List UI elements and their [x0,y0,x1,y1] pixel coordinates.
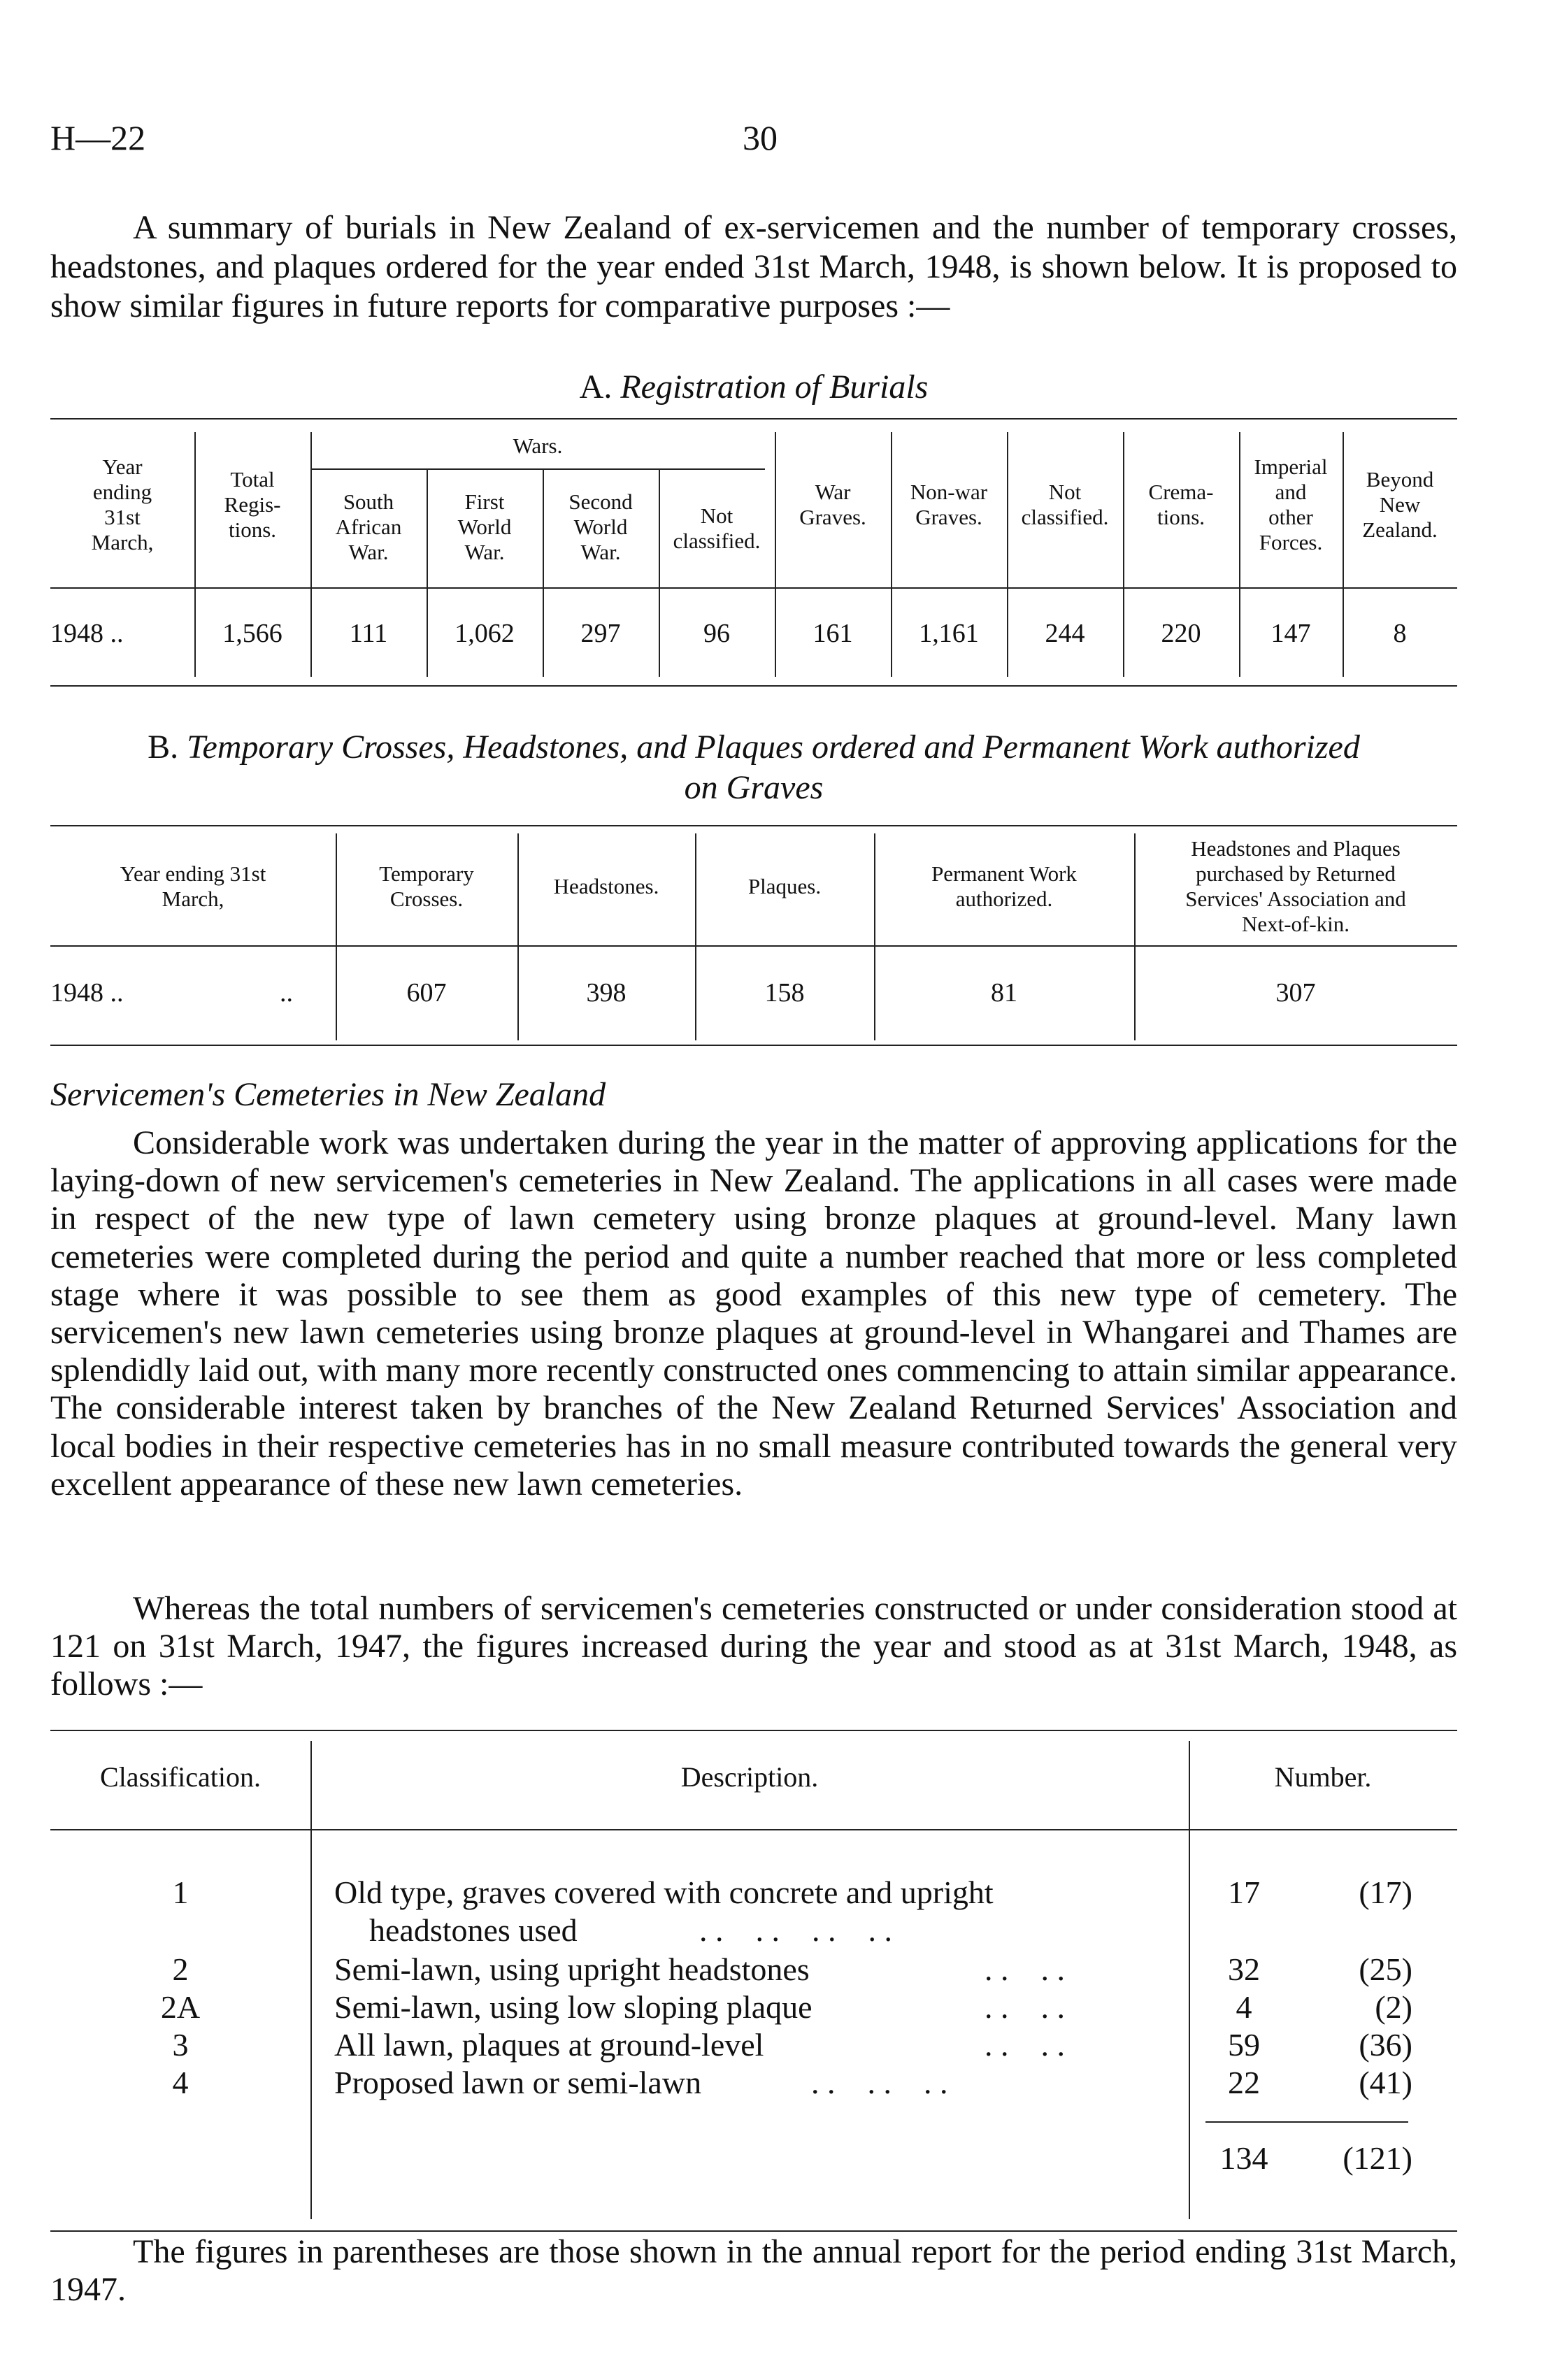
row-previous: (41) [1359,2065,1412,2100]
col-non-war-graves: Non-war Graves. [910,480,988,529]
row-classification: 1 [172,1874,189,1910]
row-description: All lawn, plaques at ground-level [334,2027,764,2063]
row-leader-dots: . . . . [985,2027,1065,2063]
intro-paragraph [50,208,1457,326]
table-b-title-2: on Graves [684,769,824,806]
row-number: 17 [1228,1874,1260,1910]
footnote-text: The figures in parentheses are those shown in the annual report for the period ending 31st March, 1947. [50,2233,1457,2308]
row-description-cont: headstones used [369,1912,578,1948]
value-imperial: 147 [1271,619,1311,648]
table-b-title: Temporary Crosses, Headstones, and Plaques ordered and Permanent Work authorized [187,729,1360,766]
row-number: 22 [1228,2065,1260,2100]
value-beyond-nz: 8 [1393,619,1407,648]
b-row-year: 1948 .. [50,978,124,1008]
paragraph-2 [50,1590,1457,1704]
col-second-world-war: Second World War. [568,489,633,564]
paragraph-1-text: Considerable work was undertaken during the year in the matter of approving applications for the laying-down of new servicemen's cemeteries in New Zealand. The applications in all cases were made in respect of the new type of lawn cemetery using bronze plaques at ground-level. Many lawn cemeteries were completed during the period and quite a number reached that more or less completed stage where it was possible to see them as good examples of this new type of cemetery. The servicemen's new lawn cemeteries using bronze plaques at ground-level in Whangarei and Thames are splendidly laid out, with many more recently constructed ones commencing to attain similar appearance. The considerable interest taken by branches of the New Zealand Returned Services' Association and local bodies in their respective cemeteries has in no small measure contributed towards the general very excellent appearance of these new lawn cemeteries. [50,1124,1457,1503]
wars-group-header: Wars. [513,433,563,458]
table-b-caption [50,727,1457,808]
row-number: 32 [1228,1951,1260,1987]
table-a-caption [50,368,1457,406]
table-a-title: Registration of Burials [620,368,929,406]
value-total: 1,566 [222,619,282,648]
col-b-year: Year ending 31st March, [120,861,266,911]
row-number: 59 [1228,2027,1260,2063]
total-number: 134 [1219,2140,1268,2176]
value-first-world-war: 1,062 [455,619,515,648]
value-cremations: 220 [1161,619,1201,648]
col-purchased-by-rsa: Headstones and Plaques purchased by Returned Services' Association and Next-of-kin. [1185,836,1406,936]
value-temporary-crosses: 607 [406,978,447,1008]
col-beyond-new-zealand: Beyond New Zealand. [1362,467,1438,542]
row-leader-dots: . . . . . . [811,2065,948,2100]
col-imperial-forces: Imperial and other Forces. [1254,454,1328,554]
value-headstones: 398 [586,978,627,1008]
table-b-prefix: B. [148,729,179,766]
value-not-classified-wars: 96 [703,619,730,648]
col-headstones: Headstones. [553,874,659,898]
row-classification: 4 [172,2065,189,2100]
document-reference: H—22 [50,118,146,157]
col-classification: Classification. [100,1761,261,1793]
row-description: Semi-lawn, using low sloping plaque [334,1989,813,2025]
row-number: 4 [1236,1989,1252,2025]
col-number: Number. [1274,1761,1372,1793]
paragraph-2-text: Whereas the total numbers of servicemen's cemeteries constructed or under consideration stood at 121 on 31st March, 1947, the figures increased during the year and stood as at 31st March, 1948, as follows :— [50,1590,1457,1703]
paragraph-1 [50,1124,1457,1503]
value-permanent-work: 81 [991,978,1017,1008]
row-previous: (25) [1359,1951,1412,1987]
table-a-prefix: A. [579,368,613,406]
col-first-world-war: First World War. [457,489,512,564]
col-plaques: Plaques. [747,874,822,898]
col-not-classified-wars: Not classified. [673,503,761,553]
row-leader-dots: . . . . . . . . [699,1912,892,1948]
row-classification: 2 [172,1951,189,1987]
row-description: Old type, graves covered with concrete and upright [334,1874,994,1910]
col-permanent-work: Permanent Work authorized. [931,861,1077,911]
col-temporary-crosses: Temporary Crosses. [379,861,474,911]
footnote [50,2233,1457,2309]
value-not-classified: 244 [1045,619,1085,648]
row-leader-dots: . . . . [985,1989,1065,2025]
section-heading: Servicemen's Cemeteries in New Zealand [50,1076,606,1113]
row-classification: 3 [172,2027,189,2063]
col-cremations: Crema- tions. [1148,480,1214,529]
col-not-classified: Not classified. [1021,480,1109,529]
row-leader-dots: . . . . [985,1951,1065,1987]
value-war-graves: 161 [813,619,853,648]
col-year-ending: Year ending 31st March, [91,454,154,554]
value-second-world-war: 297 [580,619,621,648]
row-description: Proposed lawn or semi-lawn [334,2065,702,2100]
intro-text: A summary of burials in New Zealand of ex-servicemen and the number of temporary crosses, headstones, and plaques ordered for the year ended 31st March, 1948, is shown below. It is proposed to show similar figures in future reports for comparative purposes :— [50,209,1457,324]
row-previous: (2) [1375,1989,1412,2025]
row-classification: 2A [160,1989,201,2025]
b-row-year-dots: .. [280,978,293,1008]
col-total-registrations: Total Regis- tions. [224,467,281,542]
col-south-african-war: South African War. [335,489,402,564]
page-number: 30 [743,118,778,157]
row-year: 1948 .. [50,619,124,648]
value-plaques: 158 [764,978,805,1008]
row-previous: (36) [1359,2027,1412,2063]
value-non-war-graves: 1,161 [919,619,979,648]
value-purchased: 307 [1275,978,1316,1008]
total-previous: (121) [1343,2140,1412,2176]
row-previous: (17) [1359,1874,1412,1910]
row-description: Semi-lawn, using upright headstones [334,1951,810,1987]
value-south-african: 111 [349,619,388,648]
col-war-graves: War Graves. [799,480,866,529]
col-description: Description. [680,1761,819,1793]
